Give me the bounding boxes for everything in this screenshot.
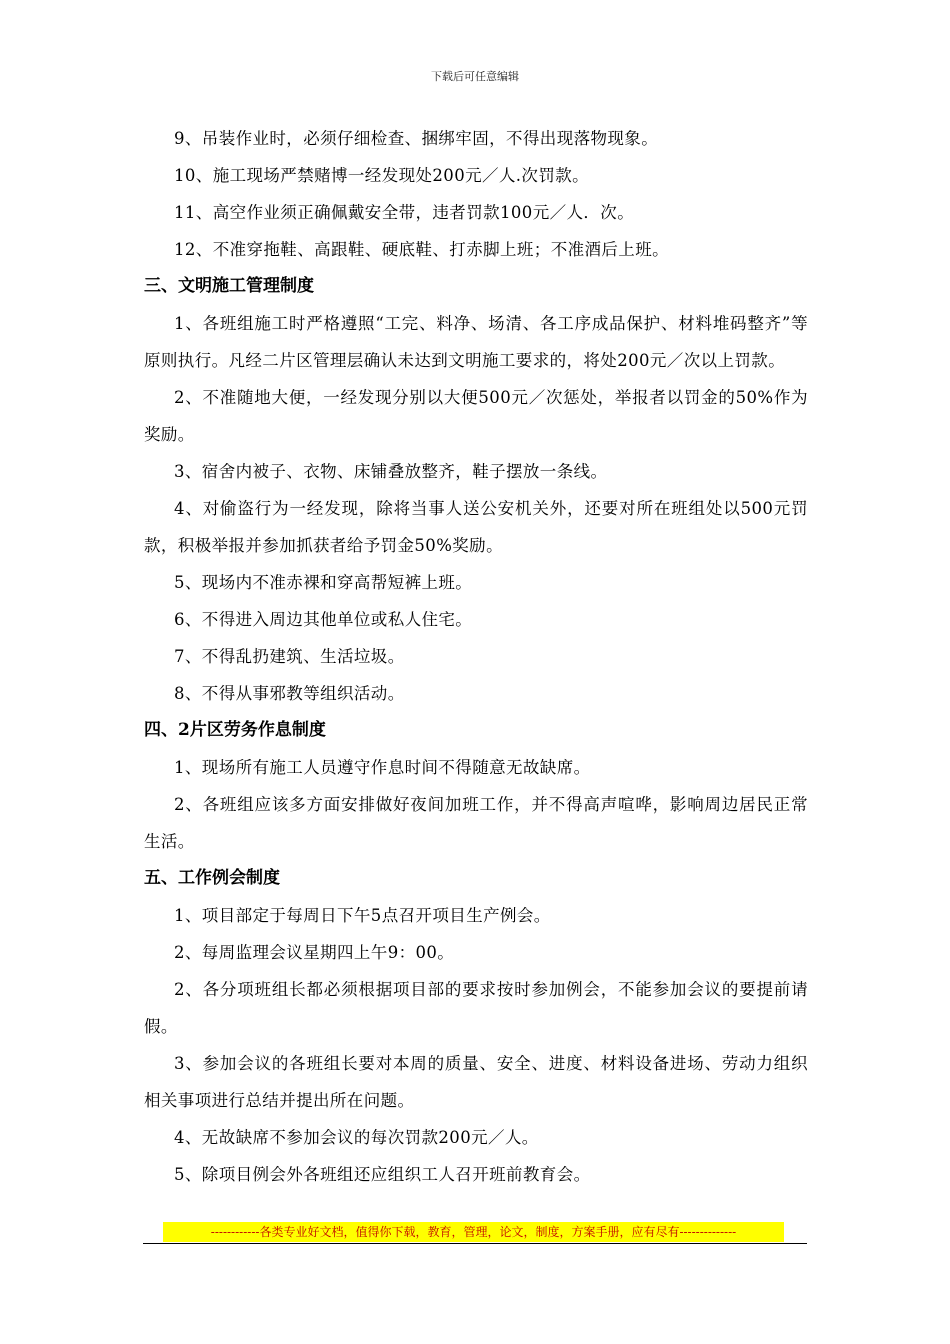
paragraph: 3、宿舍内被子、衣物、床铺叠放整齐，鞋子摆放一条线。 [174,462,608,481]
paragraph: 2、各班组应该多方面安排做好夜间加班工作，并不得高声喧哗，影响周边居民正常生活。 [144,795,808,851]
footer-banner: ------------各类专业好文档，值得你下载，教育，管理，论文，制度，方案手册，应有尽有-------------- [163,1222,784,1242]
paragraph: 12、不准穿拖鞋、高跟鞋、硬底鞋、打赤脚上班；不准酒后上班。 [174,240,669,259]
paragraph: 1、项目部定于每周日下午5点召开项目生产例会。 [174,906,551,925]
paragraph: 10、施工现场严禁赌博一经发现处200元／人.次罚款。 [174,166,590,185]
section-heading: 四、2片区劳务作息制度 [144,720,326,740]
paragraph: 2、每周监理会议星期四上午9：00。 [174,943,455,962]
section-heading: 三、文明施工管理制度 [144,276,314,296]
paragraph: 1、各班组施工时严格遵照“工完、料净、场清、各工序成品保护、材料堆码整齐”等原则执行。凡经二片区管理层确认未达到文明施工要求的，将处200元／次以上罚款。 [144,314,808,370]
section-heading: 五、工作例会制度 [144,868,280,888]
paragraph: 3、参加会议的各班组长要对本周的质量、安全、进度、材料设备进场、劳动力组织相关事项进行总结并提出所在问题。 [144,1054,808,1110]
paragraph: 8、不得从事邪教等组织活动。 [174,684,405,703]
paragraph: 2、不准随地大便，一经发现分别以大便500元／次惩处，举报者以罚金的50%作为奖励。 [144,388,808,444]
paragraph: 5、除项目例会外各班组还应组织工人召开班前教育会。 [174,1165,591,1184]
paragraph: 4、无故缺席不参加会议的每次罚款200元／人。 [174,1128,539,1147]
paragraph: 2、各分项班组长都必须根据项目部的要求按时参加例会，不能参加会议的要提前请假。 [144,980,808,1036]
paragraph: 7、不得乱扔建筑、生活垃圾。 [174,647,405,666]
paragraph: 6、不得进入周边其他单位或私人住宅。 [174,610,473,629]
paragraph: 9、吊装作业时，必须仔细检查、捆绑牢固，不得出现落物现象。 [174,129,659,148]
footer-divider [143,1243,807,1244]
paragraph: 5、现场内不准赤裸和穿高帮短裤上班。 [174,573,473,592]
paragraph: 1、现场所有施工人员遵守作息时间不得随意无故缺席。 [174,758,591,777]
document-body [144,120,808,1193]
paragraph: 4、对偷盗行为一经发现，除将当事人送公安机关外，还要对所在班组处以500元罚款，积极举报并参加抓获者给予罚金50%奖励。 [144,499,808,555]
paragraph: 11、高空作业须正确佩戴安全带，违者罚款100元／人．次。 [174,203,635,222]
page-header: 下载后可任意编辑 [431,70,519,83]
